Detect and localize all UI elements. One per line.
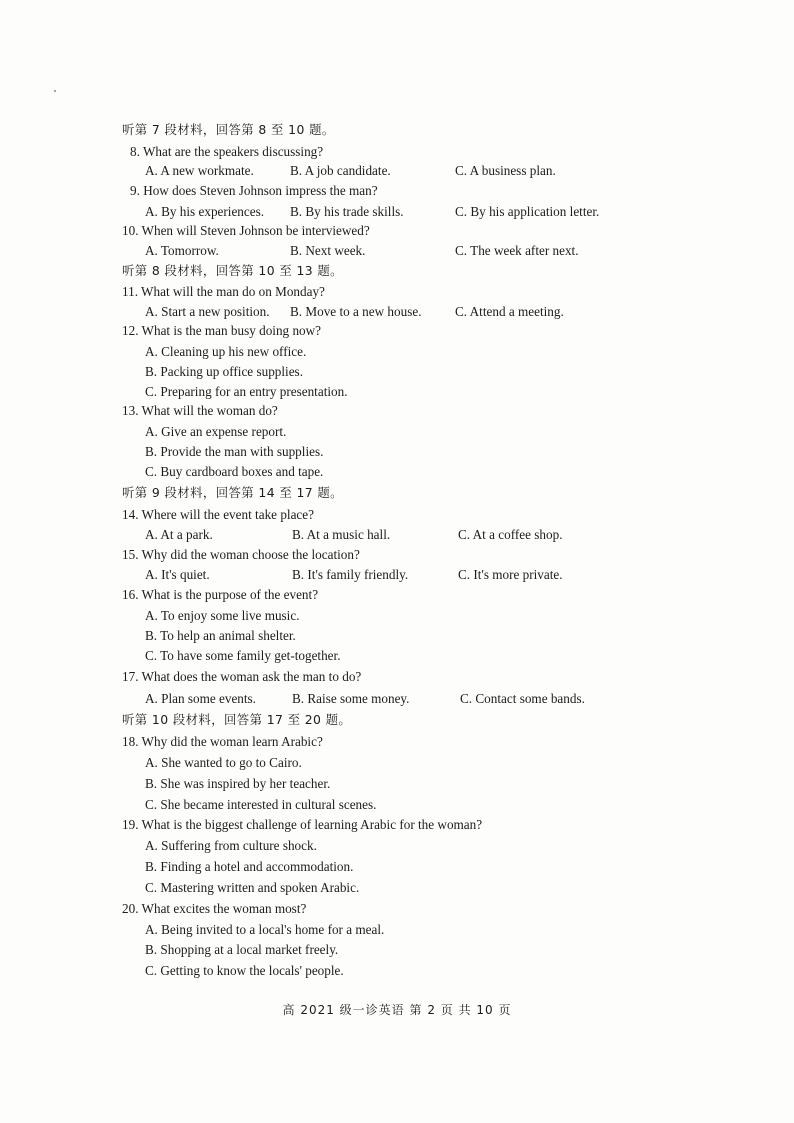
answer-option: A. Start a new position. [145,304,270,319]
question-stem: 20. What excites the woman most? [122,901,307,916]
answer-option: A. To enjoy some live music. [145,608,300,623]
answer-option: C. At a coffee shop. [458,527,563,542]
answer-option: A. Being invited to a local's home for a meal. [145,922,385,937]
section-header: 听第 9 段材料，回答第 14 至 17 题。 [122,485,343,500]
section-header: 听第 8 段材料，回答第 10 至 13 题。 [122,263,343,278]
answer-option: A. It's quiet. [145,567,210,582]
answer-option: B. To help an animal shelter. [145,628,296,643]
answer-option: A. Give an expense report. [145,424,287,439]
answer-option: A. A new workmate. [145,163,254,178]
section-header: 听第 10 段材料，回答第 17 至 20 题。 [122,712,352,727]
answer-option: B. A job candidate. [290,163,391,178]
answer-option: B. By his trade skills. [290,204,404,219]
page-footer: 高 2021 级一诊英语 第 2 页 共 10 页 [282,1003,512,1017]
question-stem: 10. When will Steven Johnson be interviewed? [122,223,370,238]
answer-option: B. Packing up office supplies. [145,364,303,379]
answer-option: C. By his application letter. [455,204,600,219]
question-stem: 18. Why did the woman learn Arabic? [122,734,323,749]
answer-option: C. She became interested in cultural scenes. [145,797,377,812]
answer-option: B. She was inspired by her teacher. [145,776,331,791]
answer-option: B. Next week. [290,243,366,258]
question-stem: 14. Where will the event take place? [122,507,314,522]
answer-option: B. Provide the man with supplies. [145,444,324,459]
question-stem: 19. What is the biggest challenge of learning Arabic for the woman? [122,817,483,832]
answer-option: B. At a music hall. [292,527,391,542]
answer-option: A. She wanted to go to Cairo. [145,755,302,770]
answer-option: B. Finding a hotel and accommodation. [145,859,354,874]
answer-option: B. Raise some money. [292,691,410,706]
question-stem: 16. What is the purpose of the event? [122,587,319,602]
section-header: 听第 7 段材料，回答第 8 至 10 题。 [122,122,335,137]
question-stem: 9. How does Steven Johnson impress the man? [130,183,378,198]
answer-option: C. It's more private. [458,567,563,582]
scan-speck [54,90,56,92]
answer-option: C. Getting to know the locals' people. [145,963,344,978]
answer-option: C. Attend a meeting. [455,304,564,319]
answer-option: C. A business plan. [455,163,556,178]
answer-option: B. Move to a new house. [290,304,422,319]
answer-option: C. Mastering written and spoken Arabic. [145,880,360,895]
answer-option: C. Preparing for an entry presentation. [145,384,348,399]
question-stem: 12. What is the man busy doing now? [122,323,322,338]
answer-option: B. It's family friendly. [292,567,409,582]
answer-option: C. Contact some bands. [460,691,585,706]
question-stem: 11. What will the man do on Monday? [122,284,325,299]
answer-option: A. Plan some events. [145,691,256,706]
answer-option: C. To have some family get-together. [145,648,341,663]
answer-option: A. By his experiences. [145,204,265,219]
answer-option: A. Suffering from culture shock. [145,838,317,853]
question-stem: 17. What does the woman ask the man to do? [122,669,362,684]
answer-option: A. At a park. [145,527,213,542]
question-stem: 13. What will the woman do? [122,403,278,418]
question-stem: 15. Why did the woman choose the location? [122,547,360,562]
question-stem: 8. What are the speakers discussing? [130,144,324,159]
answer-option: A. Tomorrow. [145,243,219,258]
answer-option: C. Buy cardboard boxes and tape. [145,464,324,479]
answer-option: A. Cleaning up his new office. [145,344,307,359]
answer-option: C. The week after next. [455,243,579,258]
answer-option: B. Shopping at a local market freely. [145,942,339,957]
